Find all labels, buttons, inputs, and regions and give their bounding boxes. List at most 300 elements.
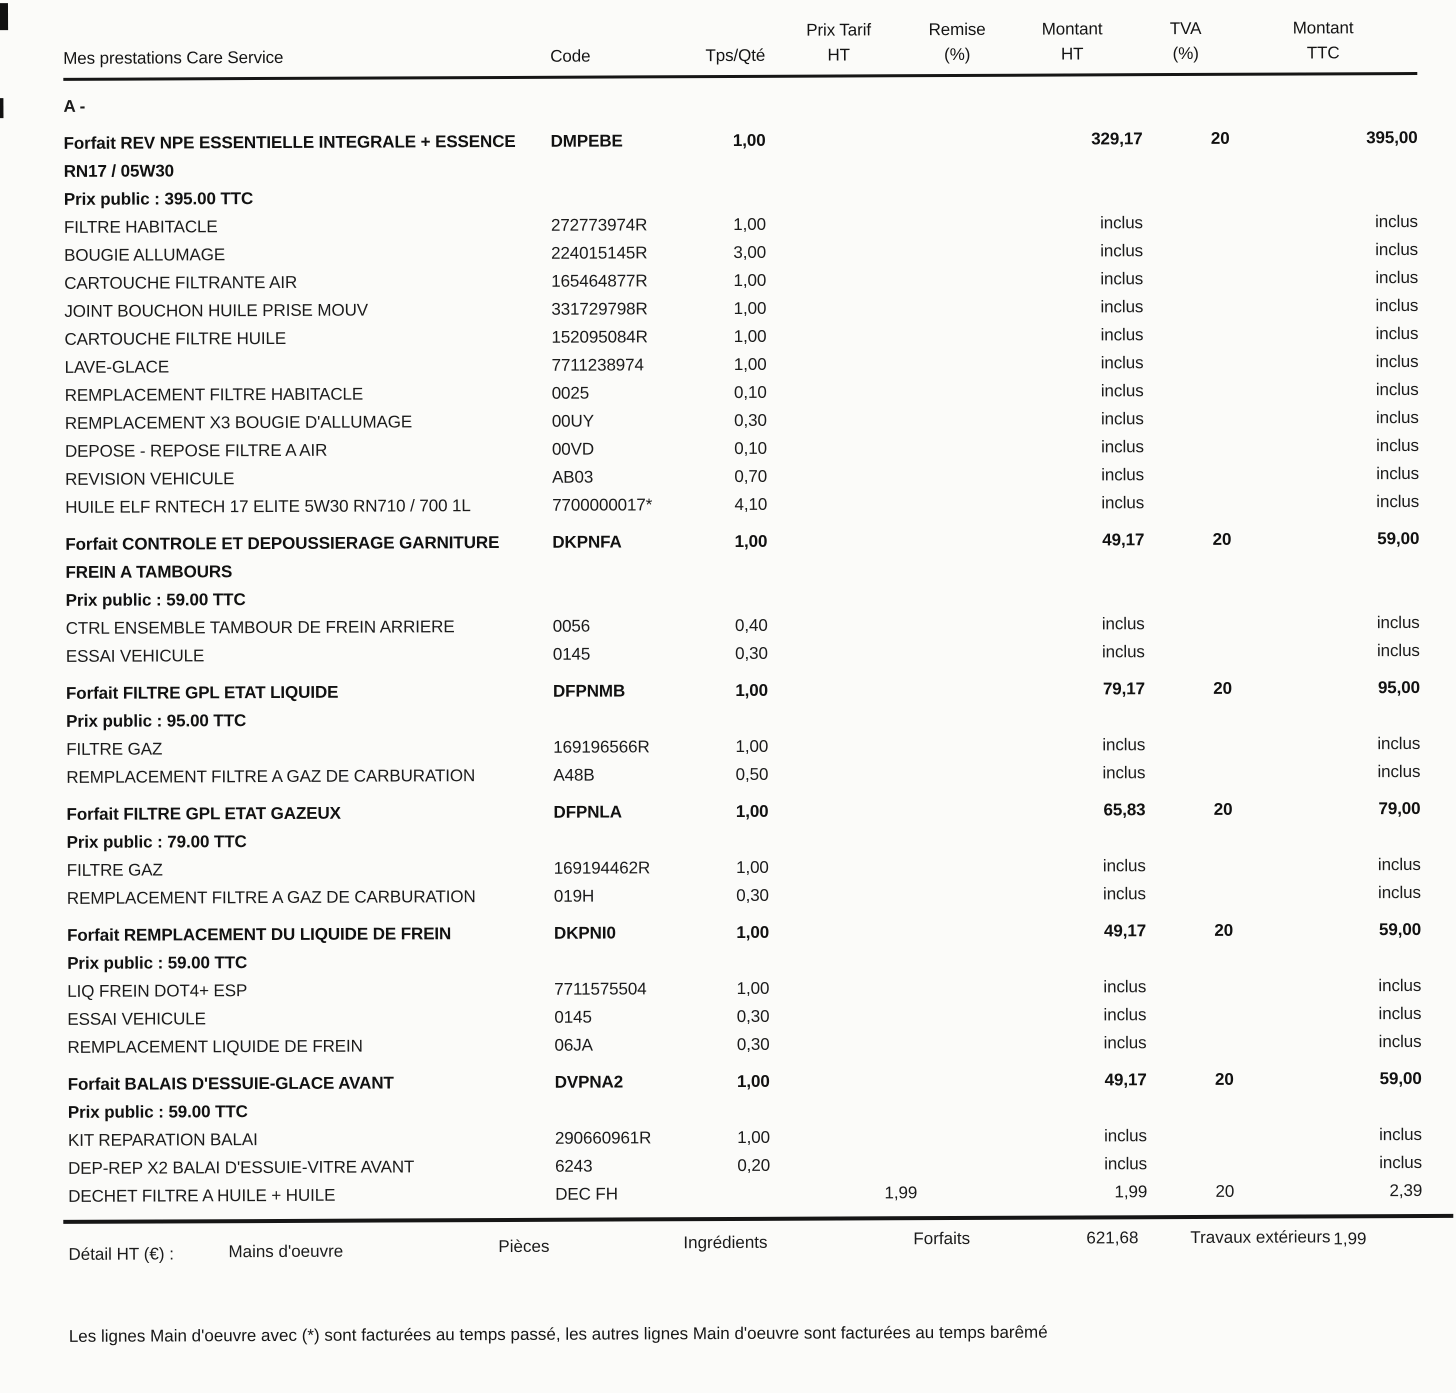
row-montant-ttc: inclus [1377, 854, 1421, 875]
row-montant-ttc: inclus [1377, 733, 1421, 754]
row-code: 290660961R [554, 1128, 652, 1148]
row-montant-ttc: inclus [1376, 491, 1420, 512]
row-code: DMPEBE [550, 131, 623, 151]
row-tva: 20 [1214, 920, 1234, 940]
row-code: DKPNFA [552, 532, 622, 552]
row-remise [915, 583, 1005, 611]
row-tva: 20 [1214, 1069, 1234, 1089]
ingredients-label: Ingrédients [683, 1232, 768, 1253]
row-code [550, 90, 687, 119]
row-code: 6243 [555, 1156, 593, 1176]
table-row [64, 124, 1418, 186]
row-tva [1143, 209, 1230, 237]
row-label: REVISION VEHICULE [65, 469, 235, 489]
row-code: AB03 [552, 467, 594, 487]
row-montant-ht: inclus [1102, 884, 1146, 904]
row-tva [1145, 610, 1232, 638]
row-montant-ht [1006, 945, 1146, 974]
row-montant-ttc: 59,00 [1379, 1068, 1422, 1089]
row-remise [914, 406, 1004, 434]
row-tva: 20 [1212, 529, 1232, 549]
row-prix-tarif-ht [766, 294, 913, 323]
row-montant-ht: inclus [1101, 614, 1145, 634]
row-montant-ht [1005, 703, 1145, 732]
row-montant-ttc: inclus [1378, 975, 1422, 996]
row-montant-ht: inclus [1100, 325, 1144, 345]
row-montant-ht [1003, 181, 1143, 210]
row-tva [1146, 1029, 1233, 1057]
row-prix-tarif-ht [767, 434, 914, 463]
row-montant-ttc: inclus [1379, 1152, 1423, 1173]
row-tva [1144, 405, 1231, 433]
row-montant-ht: inclus [1100, 269, 1144, 289]
row-prix-tarif-ht [766, 238, 913, 267]
row-tva [1147, 1094, 1234, 1122]
row-prix-tarif-ht [770, 1151, 917, 1180]
row-montant-ht: inclus [1101, 493, 1145, 513]
row-code [551, 183, 688, 212]
row-remise [913, 126, 1003, 182]
row-montant-ttc: inclus [1378, 1003, 1422, 1024]
service-table [63, 11, 1423, 1350]
row-tva [1146, 880, 1233, 908]
row-montant-ht: inclus [1103, 1005, 1147, 1025]
row-label: Prix public : 59.00 TTC [67, 953, 248, 973]
row-remise [915, 676, 1005, 704]
billing-note: Les lignes Main d'oeuvre avec (*) sont facturées au temps passé, les autres lignes Main d'oeuvre sont facturées au temps barêmé [68, 1322, 1048, 1346]
row-tps-qte: 0,50 [735, 764, 769, 784]
row-tva [1143, 349, 1230, 377]
footer-divider [63, 1214, 1453, 1224]
row-prix-tarif-ht [768, 732, 915, 761]
row-label: REMPLACEMENT FILTRE A GAZ DE CARBURATION [66, 766, 476, 787]
row-montant-ht: 65,83 [1103, 800, 1146, 820]
column-header-montant-ht: Montant HT [1041, 19, 1103, 64]
row-tps-qte: 4,10 [734, 494, 768, 514]
row-label: Forfait REMPLACEMENT DU LIQUIDE DE FREIN [67, 924, 452, 945]
row-prix-tarif-ht [769, 825, 916, 854]
row-prix-tarif-ht [768, 639, 915, 668]
row-montant-ttc [1233, 823, 1421, 852]
row-remise [915, 797, 1005, 825]
row-remise [917, 1095, 1007, 1123]
row-montant-ttc [1233, 944, 1421, 973]
row-remise [915, 639, 1005, 667]
row-montant-ttc: inclus [1375, 295, 1419, 316]
row-prix-tarif-ht [769, 946, 916, 975]
row-tva [1144, 461, 1231, 489]
row-code: 224015145R [551, 243, 648, 263]
row-tva [1146, 945, 1233, 973]
row-montant-ht: inclus [1101, 465, 1145, 485]
row-tva [1143, 321, 1230, 349]
row-tva [1147, 1122, 1234, 1150]
row-label: Forfait FILTRE GPL ETAT LIQUIDE [65, 682, 339, 703]
row-tps-qte [692, 1180, 770, 1208]
row-tps-qte: 1,00 [736, 978, 770, 998]
row-code [553, 705, 690, 734]
row-label: Prix public : 79.00 TTC [66, 832, 247, 852]
row-code: 0145 [554, 1007, 592, 1027]
row-tps-qte: 0,30 [736, 1034, 770, 1054]
row-code: 169194462R [553, 858, 651, 878]
row-tva [1145, 703, 1232, 731]
mains-oeuvre-label: Mains d'oeuvre [228, 1241, 344, 1262]
row-prix-tarif-ht [766, 266, 913, 295]
column-header-prix-tarif-ht: Prix Tarif HT [806, 20, 872, 65]
row-remise [917, 1151, 1007, 1179]
row-remise [914, 434, 1004, 462]
column-header-tps-qte: Tps/Qté [705, 45, 766, 66]
forfaits-total-value: 621,68 [1086, 1228, 1139, 1248]
scan-artifact [0, 98, 3, 118]
row-code: 06JA [554, 1035, 593, 1055]
row-tps-qte: 0,30 [736, 1006, 770, 1026]
row-remise [914, 527, 1004, 583]
row-montant-ttc: inclus [1377, 882, 1421, 903]
row-remise [916, 946, 1006, 974]
row-code: 0145 [552, 644, 591, 664]
table-row [67, 879, 1421, 913]
table-row [66, 758, 1420, 792]
row-remise [914, 378, 1004, 406]
row-tps-qte: 1,00 [736, 1071, 770, 1091]
row-montant-ttc: 2,39 [1389, 1180, 1423, 1201]
row-montant-ht [1007, 1094, 1147, 1123]
row-montant-ht: inclus [1100, 241, 1144, 261]
row-label: Prix public : 59.00 TTC [65, 590, 246, 610]
row-code: 165464877R [551, 271, 648, 291]
row-remise [913, 322, 1003, 350]
row-montant-ht [1005, 582, 1145, 611]
row-prix-tarif-ht [769, 918, 916, 947]
row-tps-qte: 1,00 [737, 1127, 770, 1147]
row-montant-ht: inclus [1101, 642, 1145, 662]
row-prix-tarif-ht [768, 704, 915, 733]
row-montant-ttc: inclus [1375, 351, 1419, 372]
row-tva [1146, 1001, 1233, 1029]
row-montant-ttc: 59,00 [1377, 528, 1420, 549]
row-montant-ht: 49,17 [1102, 530, 1145, 550]
row-code: 331729798R [551, 299, 648, 319]
row-montant-ht: inclus [1102, 735, 1146, 755]
row-remise [914, 462, 1004, 490]
row-tps-qte: 0,20 [737, 1155, 771, 1175]
row-prix-tarif-ht [768, 797, 915, 826]
row-tva [1146, 973, 1233, 1001]
row-label: REMPLACEMENT FILTRE HABITACLE [64, 384, 364, 405]
row-code: 00UY [551, 411, 594, 431]
row-prix-tarif-ht: 1,99 [884, 1183, 918, 1203]
row-remise [912, 89, 1002, 117]
row-montant-ht: 49,17 [1104, 1070, 1147, 1090]
row-prix-tarif-ht [765, 89, 912, 118]
row-remise [913, 182, 1003, 210]
row-label: DEPOSE - REPOSE FILTRE A AIR [64, 440, 328, 461]
row-tps-qte [687, 90, 765, 118]
row-tva [1145, 731, 1232, 759]
row-label: Prix public : 395.00 TTC [63, 189, 254, 209]
row-montant-ttc: inclus [1377, 761, 1421, 782]
row-label: CTRL ENSEMBLE TAMBOUR DE FREIN ARRIERE [65, 617, 455, 638]
row-tps-qte: 0,10 [734, 438, 767, 458]
column-header-tva: TVA (%) [1169, 18, 1202, 64]
row-tps-qte [692, 1096, 770, 1124]
row-code: DKPNI0 [553, 923, 616, 943]
row-remise [915, 704, 1005, 732]
row-label: CARTOUCHE FILTRE HUILE [64, 328, 287, 349]
scan-artifact [0, 3, 8, 30]
row-label: JOINT BOUCHON HUILE PRISE MOUV [64, 300, 369, 321]
row-label: DECHET FILTRE A HUILE + HUILE [68, 1185, 336, 1206]
row-montant-ht [1002, 88, 1142, 117]
row-montant-ttc: inclus [1376, 435, 1419, 456]
table-row [65, 525, 1419, 587]
row-montant-ttc: inclus [1375, 267, 1419, 288]
row-montant-ttc: 79,00 [1378, 798, 1421, 819]
row-remise [916, 918, 1006, 946]
row-tps-qte [690, 705, 768, 733]
row-montant-ttc [1230, 180, 1418, 209]
row-code: 00VD [551, 439, 595, 459]
row-montant-ttc: inclus [1375, 323, 1419, 344]
row-remise [913, 210, 1003, 238]
row-tps-qte: 1,00 [733, 326, 767, 346]
row-label: FILTRE GAZ [66, 739, 163, 759]
row-tva: 20 [1215, 1181, 1235, 1201]
header-divider [63, 72, 1417, 81]
row-montant-ht: inclus [1100, 409, 1144, 429]
row-prix-tarif-ht [766, 322, 913, 351]
row-tva [1143, 181, 1230, 209]
row-tva [1146, 852, 1233, 880]
row-montant-ttc: inclus [1379, 1124, 1422, 1145]
column-header-montant-ttc: Montant TTC [1292, 18, 1354, 63]
row-code [555, 1096, 692, 1125]
row-montant-ht: 1,99 [1114, 1182, 1148, 1202]
row-code: 019H [553, 886, 595, 906]
row-tps-qte: 1,00 [736, 922, 770, 942]
travaux-exterieurs-label: Travaux extérieurs [1190, 1227, 1331, 1247]
row-code: A48B [553, 765, 595, 785]
row-montant-ht: inclus [1100, 381, 1144, 401]
row-code: 0056 [552, 616, 591, 636]
row-prix-tarif-ht [769, 974, 916, 1003]
row-tva: 20 [1210, 128, 1230, 148]
row-montant-ttc: inclus [1376, 640, 1420, 661]
row-label: A - [63, 96, 86, 116]
row-tps-qte: 3,00 [733, 242, 767, 262]
row-label: Forfait BALAIS D'ESSUIE-GLACE AVANT [67, 1073, 394, 1094]
row-montant-ht: 329,17 [1091, 129, 1143, 149]
row-label: Forfait CONTROLE ET DEPOUSSIERAGE GARNITURE FREIN A TAMBOURS [65, 532, 500, 582]
row-label: DEP-REP X2 BALAI D'ESSUIE-VITRE AVANT [68, 1157, 415, 1178]
row-tva [1143, 265, 1230, 293]
row-prix-tarif-ht [768, 611, 915, 640]
row-label: FILTRE HABITACLE [63, 217, 218, 237]
row-code: 152095084R [551, 327, 648, 347]
row-label: FILTRE GAZ [66, 860, 163, 880]
row-montant-ht: 49,17 [1103, 921, 1147, 941]
row-remise [913, 294, 1003, 322]
row-prix-tarif-ht [770, 1067, 917, 1096]
row-tva [1145, 638, 1232, 666]
row-prix-tarif-ht [768, 583, 915, 612]
row-montant-ttc: 59,00 [1378, 919, 1422, 940]
row-label: ESSAI VEHICULE [67, 1009, 206, 1029]
table-row [67, 1028, 1421, 1062]
row-tps-qte: 1,00 [733, 298, 767, 318]
row-tva [1143, 237, 1230, 265]
column-header-code: Code [550, 46, 591, 66]
row-prix-tarif-ht [767, 527, 914, 584]
row-montant-ttc: inclus [1375, 239, 1419, 260]
row-tva [1144, 433, 1231, 461]
row-montant-ttc: inclus [1375, 211, 1418, 232]
row-prix-tarif-ht [767, 406, 914, 435]
row-tps-qte: 1,00 [733, 214, 766, 234]
row-montant-ht: 79,17 [1102, 679, 1146, 699]
row-prix-tarif-ht [768, 760, 915, 789]
row-code: 7711575504 [554, 979, 647, 999]
row-montant-ht: inclus [1100, 353, 1144, 373]
row-tps-qte: 0,40 [734, 615, 768, 635]
row-code: 272773974R [550, 215, 648, 235]
row-label: ESSAI VEHICULE [65, 646, 205, 666]
row-tva [1145, 759, 1232, 787]
row-tps-qte: 0,70 [734, 466, 768, 486]
row-label: Forfait FILTRE GPL ETAT GAZEUX [66, 803, 341, 824]
row-tva [1146, 824, 1233, 852]
row-tps-qte: 1,00 [735, 680, 769, 700]
row-remise [913, 238, 1003, 266]
row-tva [1143, 293, 1230, 321]
row-montant-ttc [1232, 581, 1420, 610]
row-code: 7700000017* [552, 495, 653, 515]
pieces-label: Pièces [498, 1236, 550, 1257]
row-montant-ttc [1229, 87, 1417, 116]
row-prix-tarif-ht [766, 210, 913, 239]
travaux-exterieurs-value: 1,99 [1333, 1229, 1367, 1249]
row-prix-tarif-ht [769, 881, 916, 910]
row-tva [1142, 88, 1229, 116]
row-code: 7711238974 [551, 355, 644, 375]
row-code [553, 584, 690, 613]
row-code: DVPNA2 [554, 1072, 624, 1092]
row-code [554, 947, 691, 976]
row-tva [1147, 1150, 1234, 1178]
row-tps-qte: 1,00 [735, 801, 769, 821]
row-prix-tarif-ht [769, 1002, 916, 1031]
row-tps-qte: 1,00 [734, 531, 768, 551]
row-remise [917, 1179, 1007, 1207]
row-label: BOUGIE ALLUMAGE [64, 245, 226, 265]
row-remise [915, 732, 1005, 760]
row-montant-ht: inclus [1103, 1033, 1147, 1053]
row-tva [1144, 377, 1231, 405]
row-code: DFPNMB [552, 681, 626, 701]
row-remise [917, 1123, 1007, 1151]
row-montant-ht: inclus [1101, 437, 1144, 457]
row-remise [914, 490, 1004, 518]
row-tva: 20 [1213, 678, 1233, 698]
row-montant-ttc [1234, 1093, 1422, 1122]
column-header-prestations: Mes prestations Care Service [63, 47, 284, 68]
row-label: Forfait REV NPE ESSENTIELLE INTEGRALE + ESSENCE RN17 / 05W30 [63, 131, 516, 181]
table-row [63, 87, 1417, 121]
row-montant-ttc: 395,00 [1366, 127, 1418, 148]
row-prix-tarif-ht [769, 1030, 916, 1059]
detail-ht-label: Détail HT (€) : [68, 1244, 174, 1264]
row-tps-qte: 0,30 [734, 410, 767, 430]
row-code: 169196566R [553, 737, 650, 757]
table-row [68, 1177, 1422, 1211]
row-remise [917, 1067, 1007, 1095]
row-prix-tarif-ht [767, 378, 914, 407]
forfaits-label: Forfaits [913, 1228, 971, 1249]
row-remise [916, 881, 1006, 909]
column-header-remise: Remise (%) [928, 19, 986, 65]
row-tps-qte: 1,00 [733, 270, 767, 290]
totals-footer [68, 1224, 1456, 1290]
row-prix-tarif-ht [768, 676, 915, 705]
row-label: LIQ FREIN DOT4+ ESP [67, 981, 248, 1001]
row-label: REMPLACEMENT LIQUIDE DE FREIN [67, 1036, 363, 1057]
row-prix-tarif-ht [770, 1095, 917, 1124]
row-prix-tarif-ht [767, 490, 914, 519]
row-montant-ht [1006, 824, 1146, 853]
row-tps-qte: 1,00 [733, 354, 767, 374]
row-remise [916, 825, 1006, 853]
row-prix-tarif-ht [766, 182, 913, 211]
row-label: KIT REPARATION BALAI [67, 1130, 258, 1150]
row-code [554, 826, 691, 855]
row-prix-tarif-ht [769, 853, 916, 882]
row-prix-tarif-ht [767, 462, 914, 491]
row-remise [916, 1002, 1006, 1030]
row-tps-qte: 1,00 [735, 736, 769, 756]
row-tps-qte: 1,00 [732, 130, 766, 150]
table-header-row [63, 11, 1417, 71]
row-remise [916, 853, 1006, 881]
row-montant-ttc: inclus [1378, 1031, 1422, 1052]
row-code: DEC FH [555, 1184, 618, 1204]
row-label: CARTOUCHE FILTRANTE AIR [64, 272, 298, 293]
row-montant-ttc [1232, 702, 1420, 731]
row-code: 0025 [551, 383, 590, 403]
row-label: Prix public : 59.00 TTC [67, 1102, 248, 1122]
row-tps-qte: 1,00 [736, 857, 769, 877]
row-remise [913, 350, 1003, 378]
row-tps-qte [690, 584, 768, 612]
row-remise [916, 974, 1006, 1002]
service-table-body [63, 87, 1422, 1211]
row-tps-qte [691, 947, 769, 975]
row-remise [915, 760, 1005, 788]
row-tps-qte: 0,30 [735, 643, 768, 663]
row-label: Prix public : 95.00 TTC [66, 711, 247, 731]
row-label: LAVE-GLACE [64, 357, 170, 377]
row-remise [916, 1030, 1006, 1058]
row-montant-ttc: inclus [1376, 612, 1420, 633]
row-tps-qte: 0,30 [736, 885, 769, 905]
row-tva [1145, 582, 1232, 610]
row-montant-ht: inclus [1102, 856, 1146, 876]
row-montant-ht: inclus [1104, 1126, 1147, 1146]
row-prix-tarif-ht [766, 126, 913, 183]
row-tps-qte [691, 826, 769, 854]
row-tps-qte: 0,10 [733, 382, 767, 402]
